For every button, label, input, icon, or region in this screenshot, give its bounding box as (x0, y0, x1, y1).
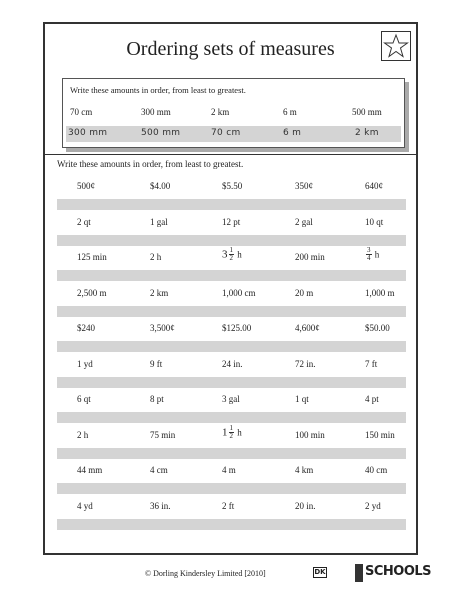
measure-item: 1,000 cm (222, 287, 256, 298)
example-answer-item: 500 mm (141, 128, 181, 138)
example-question-row (66, 105, 401, 121)
measure-item: 200 min (295, 252, 325, 262)
fraction-denominator: 2 (229, 254, 233, 262)
example-answer-item: 6 m (283, 128, 302, 138)
measure-item: 500¢ (77, 181, 95, 191)
schools-wordmark: SCHOOLS (365, 564, 432, 579)
answer-bar[interactable] (57, 341, 406, 352)
measure-item: 75 min (150, 429, 176, 440)
fraction (366, 247, 372, 262)
answer-bar[interactable] (57, 448, 406, 459)
star-badge (381, 31, 411, 61)
measure-item: 44 mm (77, 465, 103, 475)
measure-item: 2 h (77, 429, 89, 440)
example-question-item: 300 mm (141, 107, 171, 117)
measure-item: $5.50 (222, 181, 243, 191)
example-answer-item: 2 km (355, 128, 379, 138)
example-answer-item: 70 cm (211, 128, 241, 138)
measure-item: 1 gal (150, 216, 168, 227)
problem-row (57, 215, 406, 245)
problem-row (57, 286, 406, 316)
measure-item: 100 min (295, 429, 325, 440)
measure-item: 2 gal (295, 216, 313, 227)
measure-item: 150 min (365, 429, 395, 440)
great-tab (355, 564, 363, 582)
measure-item: 125 min (77, 252, 107, 262)
problem-row (57, 423, 406, 458)
problem-row (57, 463, 406, 493)
measure-item: 3,500¢ (150, 323, 175, 333)
copyright: © Dorling Kindersley Limited [2010] (145, 569, 266, 578)
page-title: Ordering sets of measures (126, 38, 335, 60)
answer-bar[interactable] (57, 270, 406, 281)
whole-number: 3 (222, 248, 228, 261)
dk-logo: DK (314, 568, 326, 576)
fraction-denominator: 4 (367, 254, 371, 262)
section-divider (45, 154, 416, 155)
measure-item: 12 pt (222, 216, 241, 227)
whole-number: 1 (222, 426, 228, 438)
example-question-item: 500 mm (352, 107, 382, 117)
measure-item: 20 in. (295, 500, 316, 511)
answer-bar[interactable] (57, 483, 406, 494)
answer-bar[interactable] (57, 519, 406, 530)
example-question-item: 2 km (211, 107, 230, 117)
measure-item: 4 yd (77, 500, 93, 511)
measure-item: 6 qt (77, 394, 91, 404)
measure-item: 4 cm (150, 465, 168, 475)
measure-item: $4.00 (150, 181, 171, 191)
fraction-denominator: 2 (229, 431, 233, 440)
measure-item: 4 pt (365, 394, 379, 404)
measure-item: 1 qt (295, 394, 309, 404)
measure-item: $240 (77, 323, 95, 333)
example-box (62, 78, 405, 148)
measure-item: 4 km (295, 465, 314, 475)
example-question-item: 6 m (283, 107, 297, 117)
measure-item: 640¢ (365, 181, 383, 191)
fraction (229, 425, 235, 440)
fraction-numerator: 1 (229, 246, 233, 254)
measure-item: 2 qt (77, 216, 91, 227)
problem-row (57, 179, 406, 209)
measure-item: 24 in. (222, 358, 243, 369)
answer-bar[interactable] (57, 377, 406, 388)
answer-bar[interactable] (57, 412, 406, 423)
example-answer-item: 300 mm (68, 128, 108, 138)
measure-item (365, 247, 379, 262)
unit: h (372, 249, 380, 260)
problem-row (57, 246, 406, 280)
measure-item: 2 yd (365, 500, 381, 511)
answer-bar[interactable] (57, 235, 406, 246)
problem-row (57, 357, 406, 387)
fraction (229, 247, 235, 262)
problem-row (57, 392, 406, 422)
example-question-item: 70 cm (70, 107, 93, 117)
example-answer-row (66, 126, 401, 142)
measure-item: 1,000 m (365, 287, 395, 298)
measure-item: 2 km (150, 287, 169, 298)
problem-row (57, 321, 406, 351)
measure-item: 36 in. (150, 500, 171, 511)
measure-item: 20 m (295, 287, 314, 298)
measure-item: 4,600¢ (295, 323, 320, 333)
fraction-numerator: 3 (367, 246, 371, 254)
measure-item: 72 in. (295, 358, 316, 369)
measure-item: 2 h (150, 252, 162, 262)
worksheet (43, 22, 418, 555)
measure-item: 1 yd (77, 358, 93, 369)
measure-item: $125.00 (222, 323, 252, 333)
footer (0, 566, 464, 582)
measure-item: 40 cm (365, 465, 388, 475)
answer-bar[interactable] (57, 306, 406, 317)
measure-item: 7 ft (365, 358, 378, 369)
measure-item: 350¢ (295, 181, 313, 191)
measure-item: 4 m (222, 465, 236, 475)
unit: h (235, 249, 242, 260)
measure-item (222, 425, 242, 440)
measure-item: 2,500 m (77, 287, 107, 298)
measure-item: 3 gal (222, 394, 240, 404)
problem-row (57, 499, 406, 529)
measure-item: 9 ft (150, 358, 163, 369)
measure-item: 10 qt (365, 216, 384, 227)
example-instruction: Write these amounts in order, from least to greatest. (70, 85, 246, 95)
measure-item: 8 pt (150, 394, 164, 404)
answer-bar[interactable] (57, 199, 406, 210)
star-icon (383, 33, 409, 59)
measure-item: 2 ft (222, 500, 235, 511)
unit: h (235, 427, 242, 437)
instruction: Write these amounts in order, from least to greatest. (57, 159, 244, 169)
fraction-numerator: 1 (229, 423, 233, 432)
measure-item: $50.00 (365, 323, 390, 333)
measure-item (222, 247, 242, 262)
